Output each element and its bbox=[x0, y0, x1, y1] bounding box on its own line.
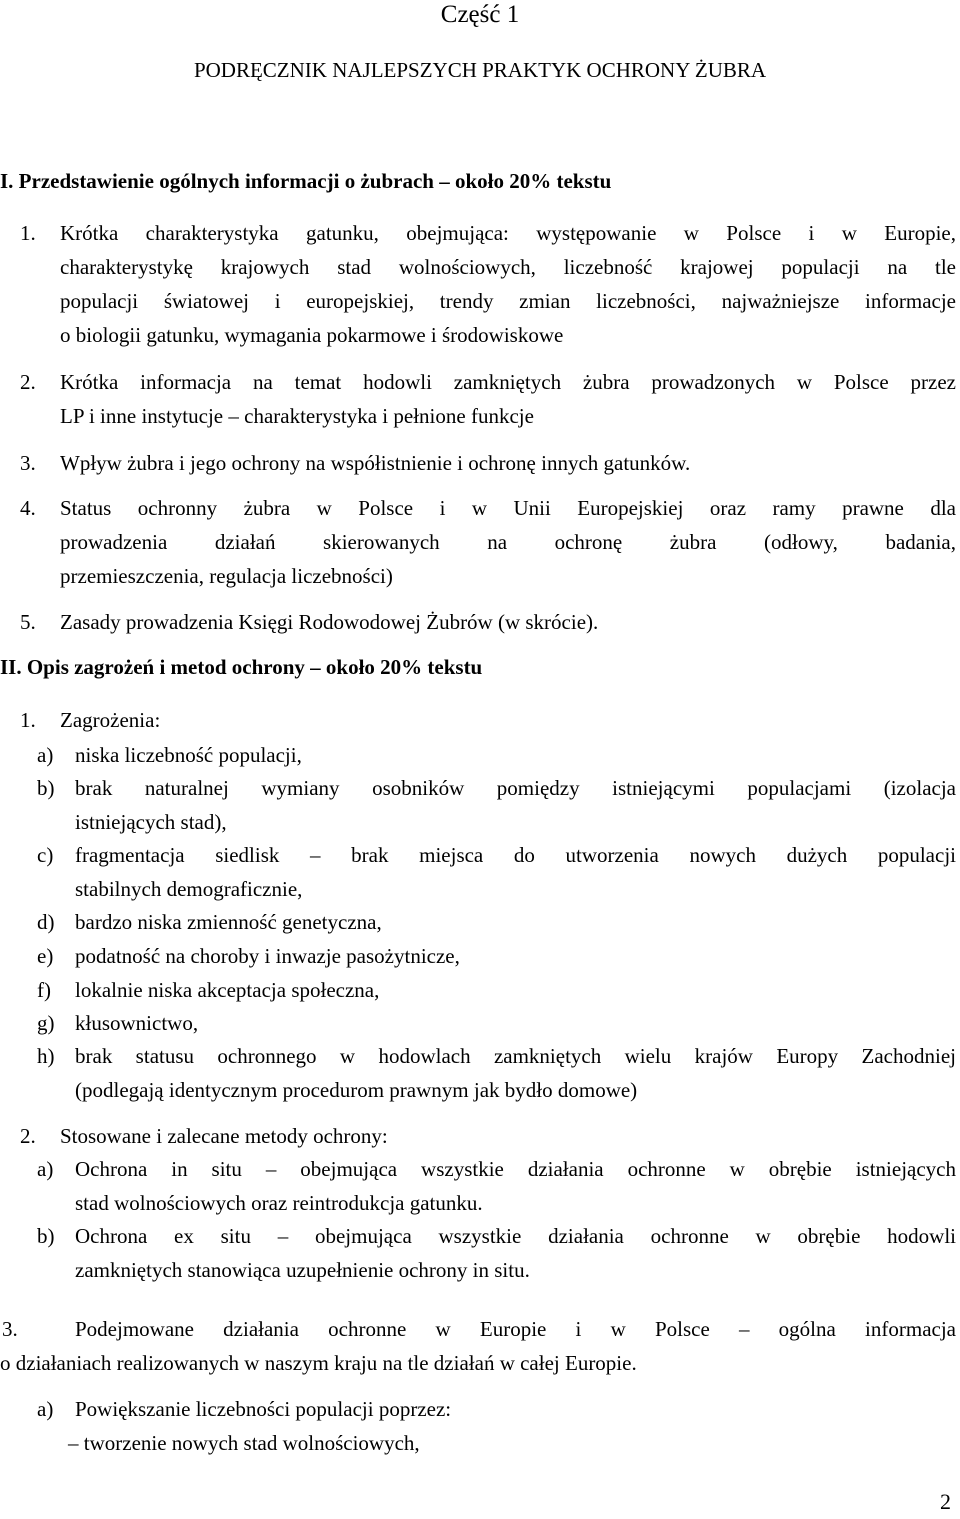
list-item-line: populacji światowej i europejskiej, trendy zmian liczebności, najważniejsze informacje bbox=[60, 289, 956, 313]
list-item-line: LP i inne instytucje – charakterystyka i pełnione funkcje bbox=[60, 404, 534, 428]
list-item-line: lokalnie niska akceptacja społeczna, bbox=[75, 978, 380, 1002]
list-letter: a) bbox=[37, 1157, 54, 1181]
section-heading-1: I. Przedstawienie ogólnych informacji o żubrach – około 20% tekstu bbox=[0, 169, 612, 193]
list-item-line: prowadzenia działań skierowanych na ochronę żubra (odłowy, badania, bbox=[60, 530, 956, 554]
list-item-line: niska liczebność populacji, bbox=[75, 743, 302, 767]
list-letter: g) bbox=[37, 1011, 55, 1035]
list-item-line: – tworzenie nowych stad wolnościowych, bbox=[68, 1431, 420, 1455]
list-letter: h) bbox=[37, 1044, 55, 1068]
list-item-line: fragmentacja siedlisk – brak miejsca do utworzenia nowych dużych populacji bbox=[75, 843, 956, 867]
paragraph-line: Podejmowane działania ochronne w Europie i w Polsce – ogólna informacja bbox=[75, 1317, 956, 1341]
list-item-line: Ochrona in situ – obejmująca wszystkie działania ochronne w obrębie istniejących bbox=[75, 1157, 956, 1181]
document-title: PODRĘCZNIK NAJLEPSZYCH PRAKTYK OCHRONY ŻUBRA bbox=[193, 58, 767, 82]
list-heading: Stosowane i zalecane metody ochrony: bbox=[60, 1124, 388, 1148]
list-letter: e) bbox=[37, 944, 54, 968]
part-label: Część 1 bbox=[440, 1, 520, 28]
list-item-line: Status ochronny żubra w Polsce i w Unii Europejskiej oraz ramy prawne dla bbox=[60, 496, 956, 520]
section-heading-2: II. Opis zagrożeń i metod ochrony – około 20% tekstu bbox=[0, 655, 483, 679]
paragraph-line: o działaniach realizowanych w naszym kraju na tle działań w całej Europie. bbox=[0, 1351, 637, 1375]
list-item-line: brak statusu ochronnego w hodowlach zamkniętych wielu krajów Europy Zachodniej bbox=[75, 1044, 956, 1068]
list-number: 5. bbox=[20, 610, 36, 634]
list-number: 1. bbox=[20, 708, 36, 732]
list-letter: a) bbox=[37, 743, 54, 767]
list-item-line: Zasady prowadzenia Księgi Rodowodowej Żubrów (w skrócie). bbox=[60, 610, 599, 634]
list-item-line: Ochrona ex situ – obejmująca wszystkie działania ochronne w obrębie hodowli bbox=[75, 1224, 956, 1248]
list-letter: c) bbox=[37, 843, 54, 867]
list-item-line: Krótka charakterystyka gatunku, obejmująca: występowanie w Polsce i w Europie, bbox=[60, 221, 956, 245]
list-item-line: bardzo niska zmienność genetyczna, bbox=[75, 910, 382, 934]
list-item-line: zamkniętych stanowiąca uzupełnienie ochrony in situ. bbox=[75, 1258, 530, 1282]
list-item-line: stad wolnościowych oraz reintrodukcja gatunku. bbox=[75, 1191, 483, 1215]
list-item-line: przemieszczenia, regulacja liczebności) bbox=[60, 564, 393, 588]
list-item-line: istniejących stad), bbox=[75, 810, 227, 834]
list-item-line: o biologii gatunku, wymagania pokarmowe i środowiskowe bbox=[60, 323, 564, 347]
list-letter: f) bbox=[37, 978, 51, 1002]
list-item-line: (podlegają identycznym procedurom prawnym jak bydło domowe) bbox=[75, 1078, 638, 1102]
page-number: 2 bbox=[940, 1489, 951, 1514]
list-letter: d) bbox=[37, 910, 55, 934]
list-item-line: Krótka informacja na temat hodowli zamkniętych żubra prowadzonych w Polsce przez bbox=[60, 370, 956, 394]
list-number: 4. bbox=[20, 496, 36, 520]
list-item-line: brak naturalnej wymiany osobników pomiędzy istniejącymi populacjami (izolacja bbox=[75, 776, 956, 800]
list-letter: b) bbox=[37, 776, 55, 800]
list-item-line: kłusownictwo, bbox=[75, 1011, 199, 1035]
list-heading: Powiększanie liczebności populacji poprzez: bbox=[75, 1397, 452, 1421]
list-item-line: stabilnych demograficznie, bbox=[75, 877, 303, 901]
list-letter: b) bbox=[37, 1224, 55, 1248]
list-item-line: podatność na choroby i inwazje pasożytnicze, bbox=[75, 944, 460, 968]
list-item-line: Wpływ żubra i jego ochrony na współistnienie i ochronę innych gatunków. bbox=[60, 451, 691, 475]
list-number: 2. bbox=[20, 370, 36, 394]
list-heading: Zagrożenia: bbox=[60, 708, 161, 732]
list-number: 3. bbox=[20, 451, 36, 475]
list-item-line: charakterystykę krajowych stad wolnościowych, liczebność krajowej populacji na tle bbox=[60, 255, 956, 279]
list-number: 1. bbox=[20, 221, 36, 245]
list-number: 3. bbox=[2, 1317, 18, 1341]
list-letter: a) bbox=[37, 1397, 54, 1421]
list-number: 2. bbox=[20, 1124, 36, 1148]
